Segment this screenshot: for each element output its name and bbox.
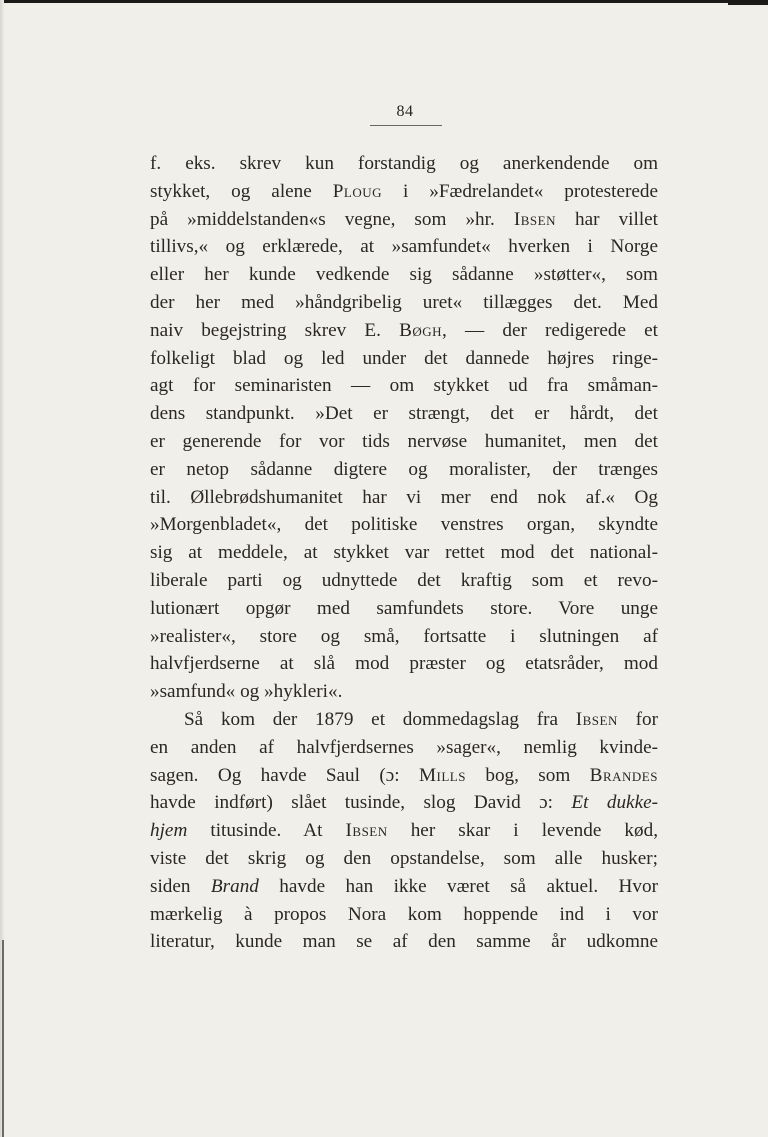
text-line	[150, 623, 658, 651]
text-line	[150, 261, 658, 289]
text-run: i »Fædrelandet« protesterede	[382, 180, 659, 202]
text-run: »samfund« og »hykleri«.	[150, 681, 343, 703]
text-run: lutionært opgør med samfundets store. Vore unge	[150, 597, 658, 619]
text-run: for	[617, 708, 658, 730]
name-small-caps: Mills	[418, 764, 466, 786]
text-run: viste det skrig og den opstandelse, som alle husker;	[150, 847, 658, 869]
text-line	[150, 539, 658, 567]
text-line	[150, 289, 658, 317]
text-run: liberale parti og udnyttede det kraftig som et revo-	[150, 569, 658, 591]
text-line	[150, 400, 658, 428]
title-italic: Brand	[210, 875, 259, 897]
text-line	[150, 817, 658, 845]
body-text	[150, 150, 658, 956]
text-line	[150, 456, 658, 484]
text-run: naiv begejstring skrev E.	[150, 319, 400, 341]
text-run: sig at meddele, at stykket var rettet mod det national-	[150, 542, 658, 564]
page-top-edge-corner	[728, 0, 768, 5]
text-run: til. Øllebrødshumanitet har vi mer end nok af.« Og	[150, 486, 658, 508]
text-run: dens standpunkt. »Det er strængt, det er hårdt, det	[150, 403, 658, 425]
text-line	[150, 845, 658, 873]
text-line	[150, 372, 658, 400]
text-run: bog, som	[465, 764, 590, 786]
page-number: 84	[396, 103, 414, 120]
text-line	[150, 789, 658, 817]
text-run: literatur, kunde man se af den samme år udkomne	[150, 931, 658, 953]
text-run: »Morgenbladet«, det politiske venstres organ, skyndte	[150, 514, 658, 536]
text-run: havde indført) slået tusinde, slog David ɔ:	[150, 792, 572, 814]
text-run: sagen. Og havde Saul (ɔ:	[150, 764, 419, 786]
text-line	[150, 511, 658, 539]
text-line	[150, 650, 658, 678]
text-run: her skar i levende kød,	[387, 820, 658, 842]
text-line	[150, 762, 658, 790]
text-line	[150, 595, 658, 623]
text-line	[150, 317, 658, 345]
text-line	[150, 178, 658, 206]
text-line	[150, 567, 658, 595]
text-run: eller her kunde vedkende sig sådanne »støtter«, som	[150, 264, 658, 286]
text-line	[150, 873, 658, 901]
text-run: , — der redigerede et	[442, 319, 658, 341]
name-small-caps: Ploug	[332, 180, 383, 202]
text-run: en anden af halvfjerdsernes »sager«, nemlig kvinde-	[150, 736, 658, 758]
text-run: er generende for vor tids nervøse humanitet, men det	[150, 430, 658, 452]
text-line	[150, 928, 658, 956]
text-line	[150, 428, 658, 456]
name-small-caps: Brandes	[589, 764, 658, 786]
name-small-caps: Ibsen	[345, 820, 388, 842]
text-line	[150, 345, 658, 373]
text-line	[150, 678, 658, 706]
text-run: Så kom der 1879 et dommedagslag fra	[184, 708, 576, 730]
text-run: agt for seminaristen — om stykket ud fra småman-	[150, 375, 658, 397]
name-small-caps: Ibsen	[513, 208, 556, 230]
text-line	[150, 206, 658, 234]
text-line	[150, 706, 658, 734]
text-line	[150, 233, 658, 261]
title-italic: Et dukke-	[571, 792, 658, 814]
text-run: »realister«, store og små, fortsatte i slutningen af	[150, 625, 658, 647]
page-top-edge	[0, 0, 768, 3]
text-run: halvfjerdserne at slå mod præster og etatsråder, mod	[150, 653, 658, 675]
page-left-shadow	[2, 940, 4, 1137]
text-line	[150, 734, 658, 762]
text-run: mærkelig à propos Nora kom hoppende ind i vor	[150, 903, 658, 925]
text-run: er netop sådanne digtere og moralister, der trænges	[150, 458, 658, 480]
text-run: der her med »håndgribelig uret« tillægges det. Med	[150, 291, 658, 313]
text-line	[150, 484, 658, 512]
name-small-caps: Ibsen	[575, 708, 618, 730]
text-line	[150, 150, 658, 178]
page-number-rule	[370, 125, 442, 126]
text-run: har villet	[555, 208, 659, 230]
text-line	[150, 901, 658, 929]
text-run: folkeligt blad og led under det dannede højres ringe-	[150, 347, 658, 369]
text-run: stykket, og alene	[150, 180, 333, 202]
text-run: tillivs,« og erklærede, at »samfundet« hverken i Norge	[150, 236, 658, 258]
title-italic: hjem	[150, 820, 188, 842]
text-run: havde han ikke været så aktuel. Hvor	[258, 875, 658, 897]
text-run: titusinde. At	[187, 820, 346, 842]
text-run: f. eks. skrev kun forstandig og anerkendende om	[150, 153, 658, 174]
name-small-caps: Bøgh	[399, 319, 443, 341]
text-run: siden	[150, 875, 211, 897]
text-run: på »middelstanden«s vegne, som »hr.	[150, 208, 514, 230]
